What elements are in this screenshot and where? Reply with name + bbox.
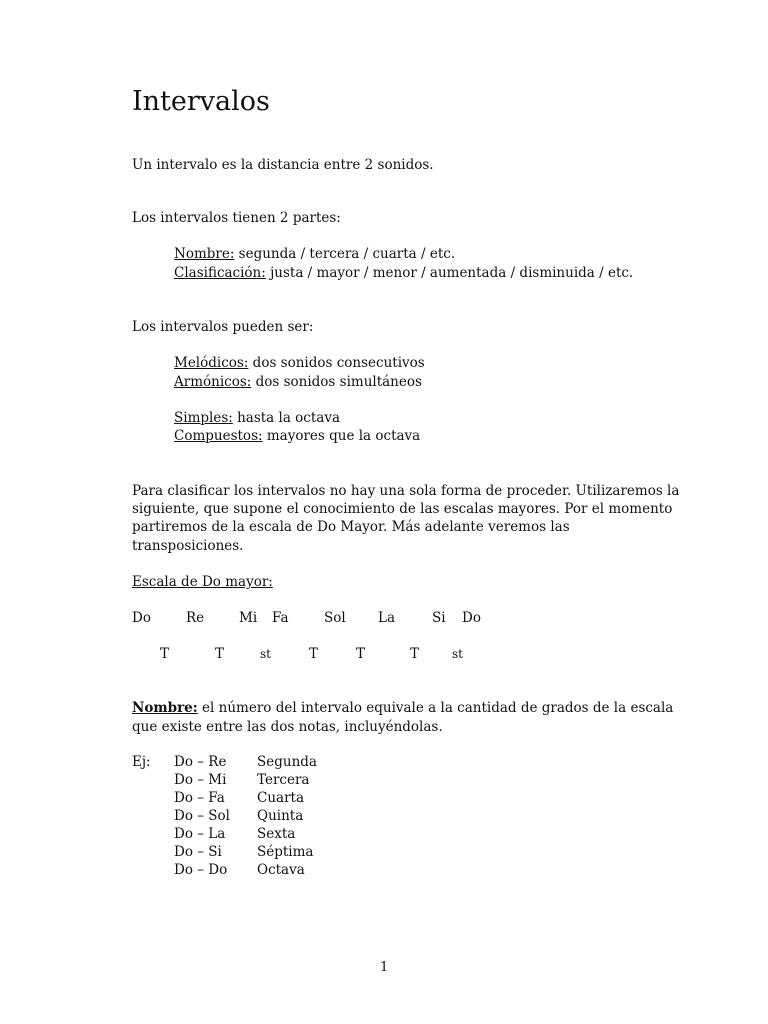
scale-note: La xyxy=(378,610,396,626)
type-label: Compuestos: xyxy=(174,428,263,444)
example-pair: Do – Si xyxy=(174,844,222,860)
example-pair: Do – Fa xyxy=(174,790,225,806)
type-item xyxy=(174,355,425,371)
example-pair: Do – La xyxy=(174,826,226,842)
scale-note: Si xyxy=(432,610,446,626)
type-item xyxy=(174,374,422,390)
example-name: Quinta xyxy=(257,808,304,824)
parts-heading: Los intervalos tienen 2 partes: xyxy=(132,210,341,226)
example-name: Sexta xyxy=(257,826,296,842)
scale-step: T xyxy=(356,646,366,662)
example-pair: Do – Sol xyxy=(174,808,230,824)
intro-text: Un intervalo es la distancia entre 2 sonidos. xyxy=(132,157,434,173)
examples-label: Ej: xyxy=(132,754,151,770)
type-text: hasta la octava xyxy=(232,410,341,426)
scale-note: Sol xyxy=(324,610,346,626)
paragraph-line: transposiciones. xyxy=(132,538,244,554)
scale-step: T xyxy=(215,646,225,662)
nombre-label: Nombre: xyxy=(132,700,198,716)
paragraph-line: partiremos de la escala de Do Mayor. Más adelante veremos las xyxy=(132,519,570,535)
part-text: segunda / tercera / cuarta / etc. xyxy=(234,246,456,262)
scale-step: T xyxy=(309,646,319,662)
page-title: Intervalos xyxy=(132,86,270,117)
nombre-line xyxy=(132,700,673,716)
part-text: justa / mayor / menor / aumentada / disminuida / etc. xyxy=(265,265,634,281)
scale-note: Do xyxy=(132,610,151,626)
type-label: Armónicos: xyxy=(174,374,252,390)
part-item xyxy=(174,246,455,262)
scale-note: Fa xyxy=(272,610,289,626)
paragraph-line: Para clasificar los intervalos no hay una sola forma de proceder. Utilizaremos la xyxy=(132,483,680,499)
part-label: Clasificación: xyxy=(174,265,266,281)
scale-note: Do xyxy=(462,610,481,626)
example-name: Tercera xyxy=(257,772,310,788)
example-name: Octava xyxy=(257,862,305,878)
example-pair: Do – Mi xyxy=(174,772,227,788)
scale-note: Mi xyxy=(239,610,258,626)
type-label: Simples: xyxy=(174,410,233,426)
types-heading: Los intervalos pueden ser: xyxy=(132,319,314,335)
nombre-text: el número del intervalo equivale a la cantidad de grados de la escala xyxy=(197,700,674,716)
nombre-line-2: que existe entre las dos notas, incluyéndolas. xyxy=(132,719,443,735)
example-pair: Do – Re xyxy=(174,754,227,770)
scale-step: T xyxy=(160,646,170,662)
scale-step: st xyxy=(260,647,271,661)
part-label: Nombre: xyxy=(174,246,235,262)
example-pair: Do – Do xyxy=(174,862,228,878)
type-item xyxy=(174,410,340,426)
example-name: Séptima xyxy=(257,844,314,860)
paragraph-line: siguiente, que supone el conocimiento de las escalas mayores. Por el momento xyxy=(132,501,673,517)
type-text: mayores que la octava xyxy=(262,428,421,444)
scale-step: st xyxy=(452,647,463,661)
example-name: Segunda xyxy=(257,754,317,770)
part-item xyxy=(174,265,633,281)
scale-heading: Escala de Do mayor: xyxy=(132,574,273,590)
type-item xyxy=(174,428,420,444)
type-text: dos sonidos consecutivos xyxy=(248,355,425,371)
page-number: 1 xyxy=(380,960,389,975)
type-label: Melódicos: xyxy=(174,355,249,371)
example-name: Cuarta xyxy=(257,790,304,806)
scale-note: Re xyxy=(186,610,205,626)
type-text: dos sonidos simultáneos xyxy=(251,374,422,390)
scale-step: T xyxy=(410,646,420,662)
